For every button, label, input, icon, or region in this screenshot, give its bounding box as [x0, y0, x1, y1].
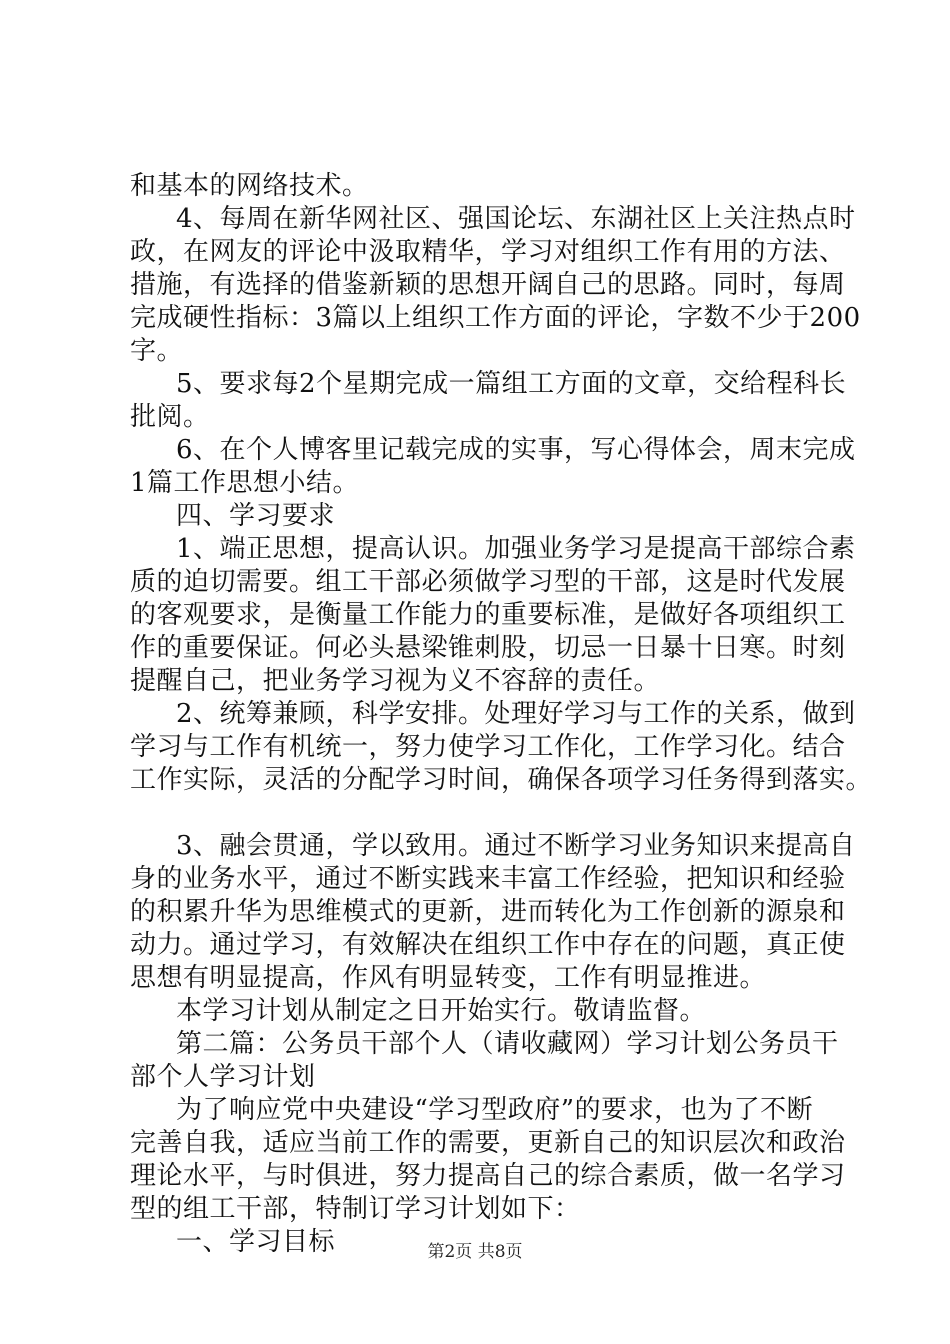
- page-number-footer: 第2页 共8页: [427, 1242, 523, 1262]
- text-line: 完成硬性指标：3篇以上组织工作方面的评论，字数不少于200: [130, 303, 861, 333]
- text-line: 3、融会贯通，学以致用。通过不断学习业务知识来提高自: [176, 831, 856, 861]
- text-line: 政，在网友的评论中汲取精华，学习对组织工作有用的方法、: [130, 237, 846, 267]
- text-line: 的客观要求，是衡量工作能力的重要标准，是做好各项组织工: [130, 600, 846, 630]
- text-line: 作的重要保证。何必头悬梁锥刺股，切忌一日暴十日寒。时刻: [130, 633, 846, 663]
- text-line: 为了响应党中央建设“学习型政府”的要求，也为了不断: [176, 1095, 814, 1125]
- text-line: 理论水平，与时俱进，努力提高自己的综合素质，做一名学习: [130, 1161, 846, 1191]
- section-heading: 一、学习目标: [176, 1227, 336, 1257]
- text-line: 措施，有选择的借鉴新颖的思想开阔自己的思路。同时，每周: [130, 270, 846, 300]
- text-line: 的积累升华为思维模式的更新，进而转化为工作创新的源泉和: [130, 897, 846, 927]
- text-line: 4、每周在新华网社区、强国论坛、东湖社区上关注热点时: [176, 204, 856, 234]
- text-line: 思想有明显提高，作风有明显转变，工作有明显推进。: [130, 963, 767, 993]
- chapter-heading: 第二篇：公务员干部个人（请收藏网）学习计划公务员干: [176, 1029, 839, 1059]
- text-line: 身的业务水平，通过不断实践来丰富工作经验，把知识和经验: [130, 864, 846, 894]
- text-line: 字。: [130, 336, 184, 366]
- section-heading: 四、学习要求: [176, 501, 336, 531]
- text-line: 5、要求每2个星期完成一篇组工方面的文章，交给程科长: [176, 369, 847, 399]
- text-line: 批阅。: [130, 402, 210, 432]
- text-line: 提醒自己，把业务学习视为义不容辞的责任。: [130, 666, 661, 696]
- text-line: 完善自我，适应当前工作的需要，更新自己的知识层次和政治: [130, 1128, 846, 1158]
- text-line: 6、在个人博客里记载完成的实事，写心得体会，周末完成: [176, 435, 856, 465]
- chapter-heading: 部个人学习计划: [130, 1062, 316, 1092]
- text-line: 1篇工作思想小结。: [130, 468, 360, 498]
- text-line: 动力。通过学习，有效解决在组织工作中存在的问题，真正使: [130, 930, 846, 960]
- text-line: 质的迫切需要。组工干部必须做学习型的干部，这是时代发展: [130, 567, 846, 597]
- text-line: 型的组工干部，特制订学习计划如下：: [130, 1194, 581, 1224]
- text-line: 学习与工作有机统一，努力使学习工作化，工作学习化。结合: [130, 732, 846, 762]
- text-line: 2、统筹兼顾，科学安排。处理好学习与工作的关系，做到: [176, 699, 856, 729]
- text-line: 1、端正思想，提高认识。加强业务学习是提高干部综合素: [176, 534, 856, 564]
- text-line: 工作实际，灵活的分配学习时间，确保各项学习任务得到落实。: [130, 765, 873, 795]
- text-line: 和基本的网络技术。: [130, 171, 369, 201]
- text-line: 本学习计划从制定之日开始实行。敬请监督。: [176, 996, 707, 1026]
